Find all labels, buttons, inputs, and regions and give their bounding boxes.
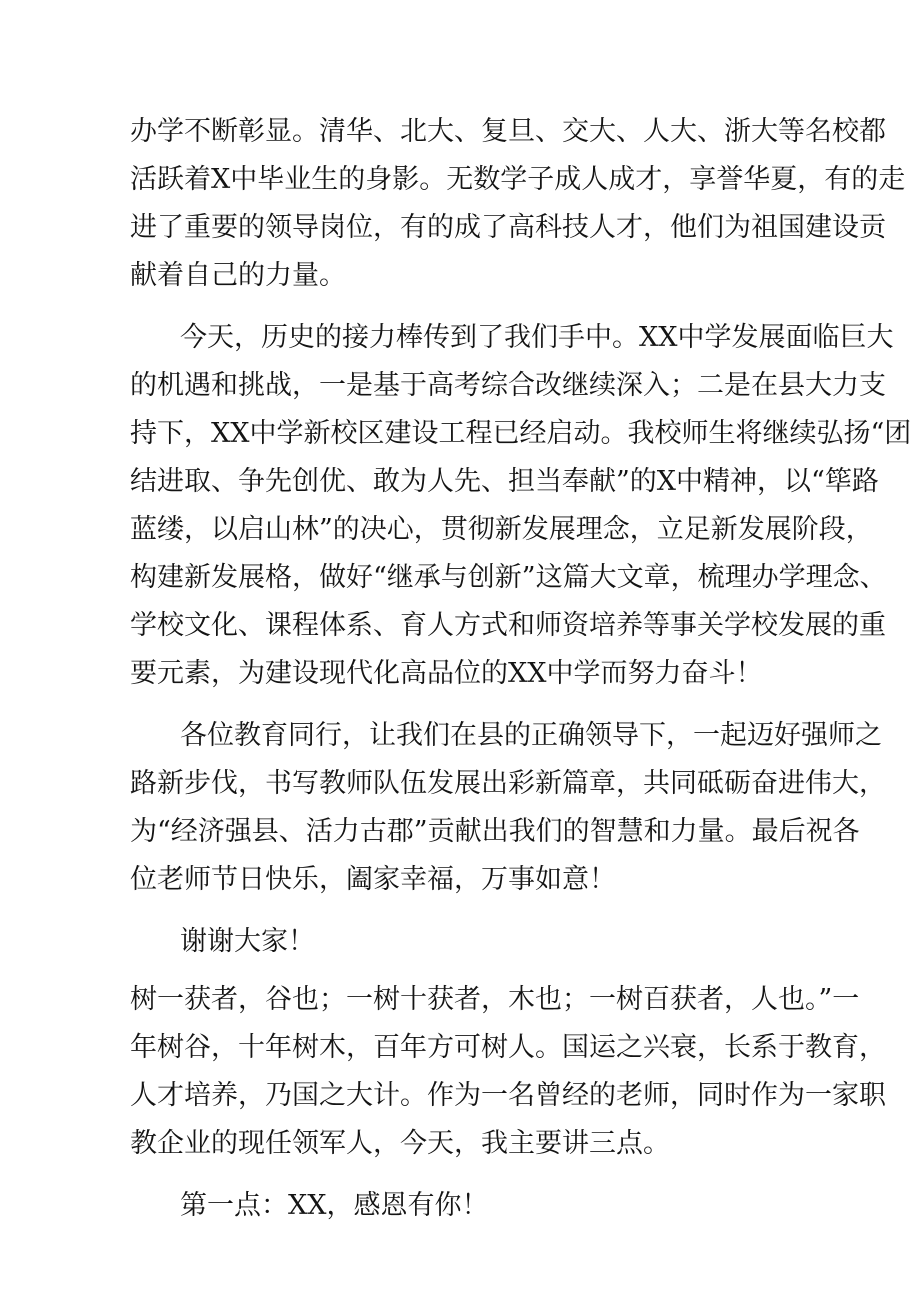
text-line: 蓝缕，以启山林”的决心，贯彻新发展理念，立足新发展阶段， (130, 514, 873, 545)
text-line: 第一点：XX，感恩有你！ (180, 1190, 489, 1221)
text-line: 各位教育同行，让我们在县的正确领导下，一起迈好强师之 (180, 720, 882, 751)
text-line: 构建新发展格，做好“继承与创新”这篇大文章，梳理办学理念、 (130, 562, 887, 593)
text-line: 路新步伐，书写教师队伍发展出彩新篇章，共同砥砺奋进伟大， (130, 768, 886, 799)
text-line: 办学不断彰显。清华、北大、复旦、交大、人大、浙大等名校都 (130, 116, 886, 147)
text-line: 年树谷，十年树木，百年方可树人。国运之兴衰，长系于教育， (130, 1032, 886, 1063)
text-line: 要元素，为建设现代化高品位的XX中学而努力奋斗！ (130, 658, 763, 689)
text-line: 今天，历史的接力棒传到了我们手中。XX中学发展面临巨大 (180, 322, 894, 353)
text-line: 活跃着X中毕业生的身影。无数学子成人成才，享誉华夏，有的走 (130, 164, 906, 195)
text-line: 人才培养，乃国之大计。作为一名曾经的老师，同时作为一家职 (130, 1080, 886, 1111)
text-line: 教企业的现任领军人，今天，我主要讲三点。 (130, 1128, 670, 1159)
text-line: 进了重要的领导岗位，有的成了高科技人才，他们为祖国建设贡 (130, 212, 886, 243)
paragraph-3 (130, 712, 886, 904)
text-line: 持下，XX中学新校区建设工程已经启动。我校师生将继续弘扬“团 (130, 418, 912, 449)
text-line: 谢谢大家！ (180, 926, 315, 957)
document-body (130, 108, 912, 1230)
paragraph-6 (130, 1182, 798, 1230)
text-line: 的机遇和挑战，一是基于高考综合改继续深入；二是在县大力支 (130, 370, 886, 401)
text-line: 结进取、争先创优、敢为人先、担当奉献”的X中精神，以“筚路 (130, 466, 879, 497)
paragraph-1 (130, 108, 906, 300)
text-line: 树一获者，谷也；一树十获者，木也；一树百获者，人也。”一 (130, 984, 860, 1015)
text-line: 学校文化、课程体系、育人方式和师资培养等事关学校发展的重 (130, 610, 886, 641)
text-line: 为“经济强县、活力古郡”贡献出我们的智慧和力量。最后祝各 (130, 816, 860, 847)
paragraph-5 (130, 976, 886, 1168)
paragraph-4 (130, 918, 798, 966)
text-line: 位老师节日快乐，阖家幸福，万事如意！ (130, 864, 616, 895)
text-line: 献着自己的力量。 (130, 260, 346, 291)
paragraph-2 (130, 314, 912, 698)
